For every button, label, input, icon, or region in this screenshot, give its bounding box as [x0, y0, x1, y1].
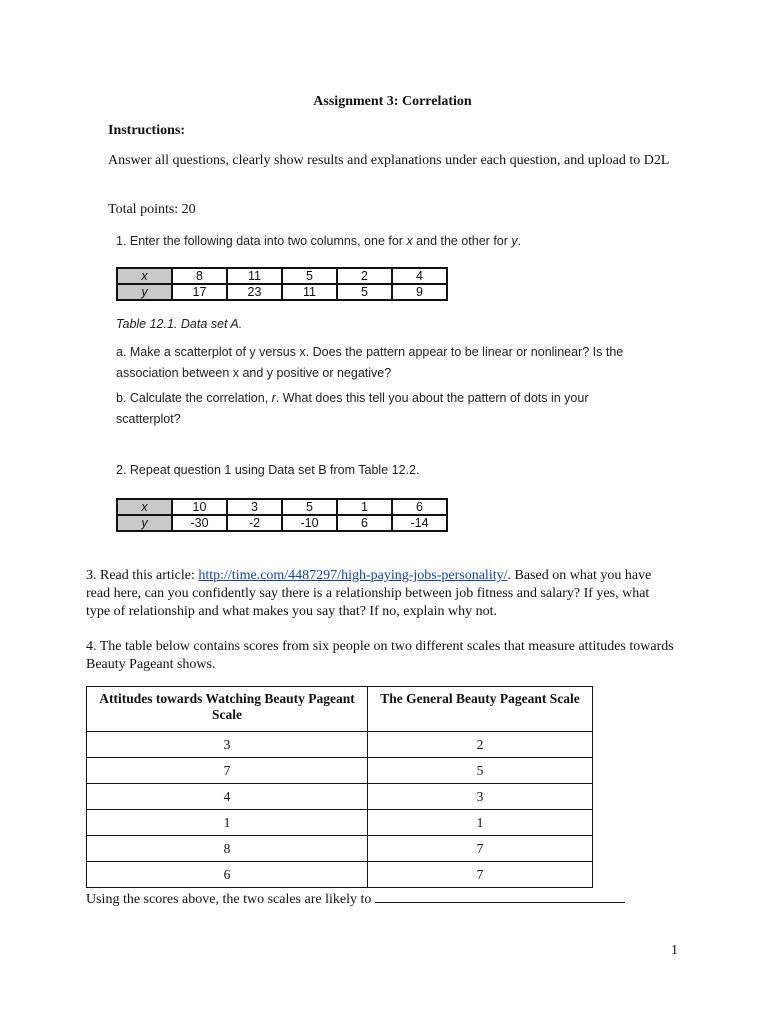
- table-cell: 7: [87, 758, 368, 784]
- page-number: 1: [671, 943, 678, 958]
- table-a-y-label: y: [117, 284, 172, 300]
- table-cell: 3: [227, 499, 282, 515]
- table-cell: 2: [337, 268, 392, 284]
- column-header: Attitudes towards Watching Beauty Pageant Scale: [87, 687, 368, 732]
- table-cell: 4: [87, 784, 368, 810]
- table-a-x-label: x: [117, 268, 172, 284]
- table-row: [87, 732, 593, 758]
- total-points: Total points: 20: [108, 202, 196, 217]
- q2-prompt: 2. Repeat question 1 using Data set B from Table 12.2.: [116, 463, 420, 477]
- column-header: The General Beauty Pageant Scale: [368, 687, 593, 732]
- table-cell: 8: [87, 836, 368, 862]
- q1-var-x: x: [406, 234, 413, 248]
- table-header-row: [87, 687, 593, 732]
- table-cell: -30: [172, 515, 227, 531]
- table-row: [87, 836, 593, 862]
- table-cell: 2: [368, 732, 593, 758]
- instructions-text: Answer all questions, clearly show results and explanations under each question, and upload to D2L: [108, 153, 670, 168]
- q4-followup-text: Using the scores above, the two scales are likely to: [86, 892, 375, 907]
- table-cell: -2: [227, 515, 282, 531]
- table-cell: 6: [392, 499, 447, 515]
- q4-prompt: 4. The table below contains scores from six people on two different scales that measure attitudes towards Beauty Pageant shows.: [86, 639, 674, 672]
- table-cell: 17: [172, 284, 227, 300]
- table-cell: 11: [227, 268, 282, 284]
- q1-part-b-start: b. Calculate the correlation,: [116, 391, 272, 405]
- table-b-y-label: y: [117, 515, 172, 531]
- q1-prompt-start: 1. Enter the following data into two columns, one for: [116, 234, 407, 248]
- data-table-a: [116, 267, 448, 301]
- table-cell: 5: [337, 284, 392, 300]
- table-row: [87, 784, 593, 810]
- table-cell: 5: [368, 758, 593, 784]
- table-cell: 6: [87, 862, 368, 888]
- table-cell: 3: [87, 732, 368, 758]
- q1-part-a: a. Make a scatterplot of y versus x. Does the pattern appear to be linear or nonlinear? Is the association between x and y positive or negative?: [116, 345, 624, 380]
- q1-part-b: [116, 388, 656, 430]
- q1-part-b-var: r: [271, 391, 276, 405]
- table-cell: 23: [227, 284, 282, 300]
- table-row: [117, 284, 447, 300]
- q4-followup: [86, 890, 686, 909]
- q1-prompt: [116, 231, 521, 252]
- table-row: [117, 268, 447, 284]
- table-cell: 8: [172, 268, 227, 284]
- table-cell: 1: [87, 810, 368, 836]
- q3-text-end: . Based on what you have read here, can you confidently say there is a relationship between job fitness and salary? If yes, what type of relationship and what makes you say that? If no, explain why not.: [86, 568, 652, 619]
- table-cell: 6: [337, 515, 392, 531]
- article-link[interactable]: http://time.com/4487297/high-paying-jobs-personality/: [198, 568, 508, 583]
- scores-table: [86, 686, 593, 888]
- answer-blank[interactable]: [375, 890, 625, 903]
- page-title: Assignment 3: Correlation: [313, 94, 472, 109]
- table-cell: 10: [172, 499, 227, 515]
- table-row: [117, 499, 447, 515]
- table-row: [87, 758, 593, 784]
- data-table-b: [116, 498, 448, 532]
- table-b-x-label: x: [117, 499, 172, 515]
- table-row: [117, 515, 447, 531]
- q1-prompt-middle: and the other for: [412, 234, 512, 248]
- table-cell: 4: [392, 268, 447, 284]
- table-cell: 1: [337, 499, 392, 515]
- table-cell: 7: [368, 836, 593, 862]
- instructions-heading: Instructions:: [108, 123, 186, 138]
- table-a-caption: Table 12.1. Data set A.: [116, 317, 243, 331]
- table-cell: -14: [392, 515, 447, 531]
- table-row: [87, 810, 593, 836]
- q1-part-b-end: . What does this tell you about the pattern of dots in your scatterplot?: [116, 391, 589, 426]
- q3-text: [86, 567, 676, 621]
- q1-var-y: y: [511, 234, 518, 248]
- q3-text-start: 3. Read this article:: [86, 568, 199, 583]
- table-cell: 9: [392, 284, 447, 300]
- table-cell: 1: [368, 810, 593, 836]
- table-cell: 5: [282, 268, 337, 284]
- table-cell: 3: [368, 784, 593, 810]
- table-cell: 11: [282, 284, 337, 300]
- table-cell: 5: [282, 499, 337, 515]
- table-cell: -10: [282, 515, 337, 531]
- table-cell: 7: [368, 862, 593, 888]
- table-row: [87, 862, 593, 888]
- q1-prompt-end: .: [517, 234, 522, 248]
